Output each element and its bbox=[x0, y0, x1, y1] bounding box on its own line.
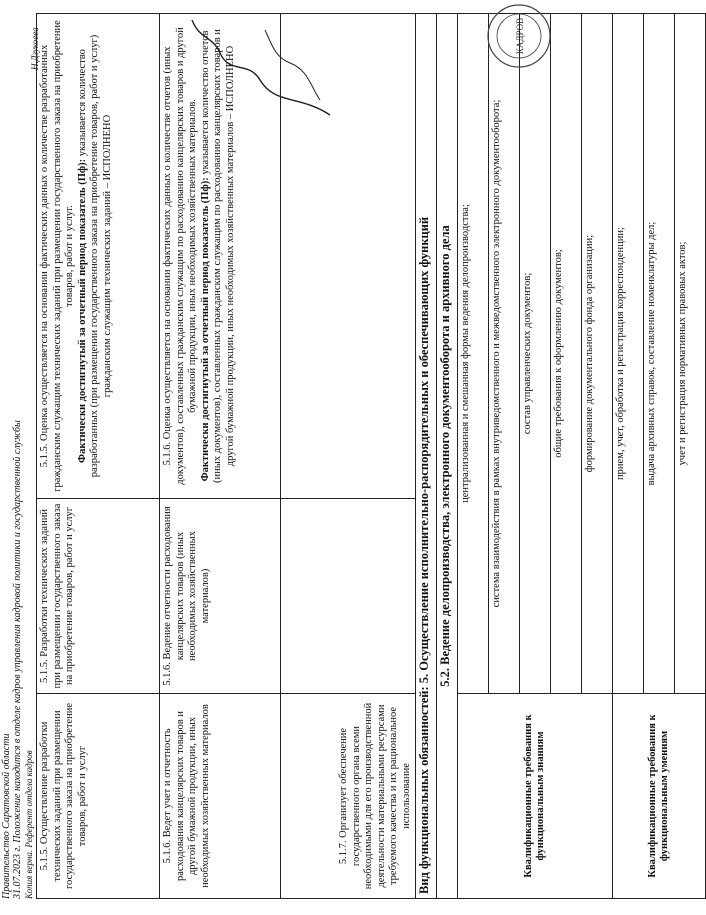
result-cell: 5.1.6. Ведение отчетности расходования канцелярских товаров (иных необходимых хозяйственных материалов) bbox=[160, 499, 281, 694]
knowledge-item: централизованная и смешанная формы ведения делопроизводства; bbox=[458, 14, 489, 694]
header-organization: Правительство Саратовской области bbox=[1, 733, 12, 899]
skills-label: Квалификационные требования к функциональным умениям bbox=[613, 694, 706, 899]
evaluation-text: 5.1.6. Оценка осуществляется на основании фактических данных о количестве отчетов (иных документов), составленных гражданским служащим по расходованию канцелярских товаров и другой бумажной продукции, иных необходимых хозяйственных материалов. bbox=[162, 27, 198, 485]
responsibilities-table bbox=[36, 13, 706, 899]
fact-indicator-title: Фактически достигнутый за отчетный период показатель (Пф): bbox=[199, 177, 211, 482]
knowledge-item: система взаимодействия в рамках внутриведомственного и межведомственного электронного документооборота; bbox=[489, 14, 520, 694]
official-seal bbox=[486, 3, 552, 69]
subsection-title: 5.2. Ведение делопроизводства, электронного документооборота и архивного дела bbox=[437, 14, 458, 899]
knowledge-item: состав управленческих документов; bbox=[520, 14, 551, 694]
seal-text: КАДРОВ bbox=[515, 17, 525, 55]
evaluation-cell bbox=[37, 14, 160, 499]
knowledge-label: Квалификационные требования к функциональным знаниям bbox=[458, 694, 613, 899]
fact-indicator-text: указывается количество разработанных (при размещении государственного заказа на приобретение товаров, работ и услуг) гражданским служащим технических заданий – ИСПОЛНЕНО bbox=[76, 34, 113, 478]
handwritten-signature bbox=[180, 5, 340, 125]
section-heading-row bbox=[416, 14, 437, 899]
duty-cell: 5.1.7. Организует обеспечение государственного органа всеми необходимыми для его производственной деятельности материальными ресурсами требуемого качества и их рациональное использование bbox=[281, 694, 416, 899]
fact-indicator-text: указывается количество отчетов (иных документов), составленных гражданским служащим по расходованию канцелярских товаров и другой бумажной продукции, иных необходимых хозяйственных материалов – ИСПОЛНЕНО bbox=[199, 29, 236, 483]
fact-indicator bbox=[77, 18, 115, 494]
skills-item: учет и регистрация нормативных правовых актов; bbox=[675, 14, 706, 694]
result-cell: 5.1.5. Разработки технических заданий при размещении государственного заказа на приобретение товаров, работ и услуг bbox=[37, 499, 160, 694]
table-row bbox=[37, 14, 160, 899]
skills-item: выдача архивных справок, составление номенклатуры дел; bbox=[644, 14, 675, 694]
table-row bbox=[160, 14, 281, 899]
table-row bbox=[281, 14, 416, 899]
empty-cell bbox=[281, 499, 416, 694]
skills-item: прием, учет, обработка и регистрация корреспонденции; bbox=[613, 14, 644, 694]
subsection-heading-row bbox=[437, 14, 458, 899]
section-title: Вид функциональных обязанностей: 5. Осуществление исполнительно-распорядительных и обеспечивающих функций bbox=[416, 14, 437, 899]
requirement-row bbox=[613, 14, 644, 899]
header-copy-note: Копия верна. Референт отдела кадров bbox=[24, 750, 34, 899]
duty-cell: 5.1.6. Ведет учет и отчетность расходования канцелярских товаров и другой бумажной продукции, иных необходимых хозяйственных материалов bbox=[160, 694, 281, 899]
knowledge-item: формирование документального фонда организации; bbox=[582, 14, 613, 694]
header-signer-name: Н.Дзукоева bbox=[30, 27, 40, 70]
header-note: 31.07.2023 г. Положение находится в отделе кадров управления кадровой политики и государственной службы bbox=[12, 420, 23, 899]
knowledge-item: общие требования к оформлению документов; bbox=[551, 14, 582, 694]
duty-cell: 5.1.5. Осуществление разработки технических заданий при размещении государственного заказа на приобретение товаров, работ и услуг bbox=[37, 694, 160, 899]
requirement-row bbox=[458, 14, 489, 899]
fact-indicator-title: Фактически достигнутый за отчетный период показатель (Пф): bbox=[76, 158, 88, 463]
evaluation-text: 5.1.5. Оценка осуществляется на основании фактических данных о количестве разработанных гражданским служащим технических заданий при размещении государственного заказа на приобретение товаров, работ и услуг. bbox=[39, 20, 75, 492]
